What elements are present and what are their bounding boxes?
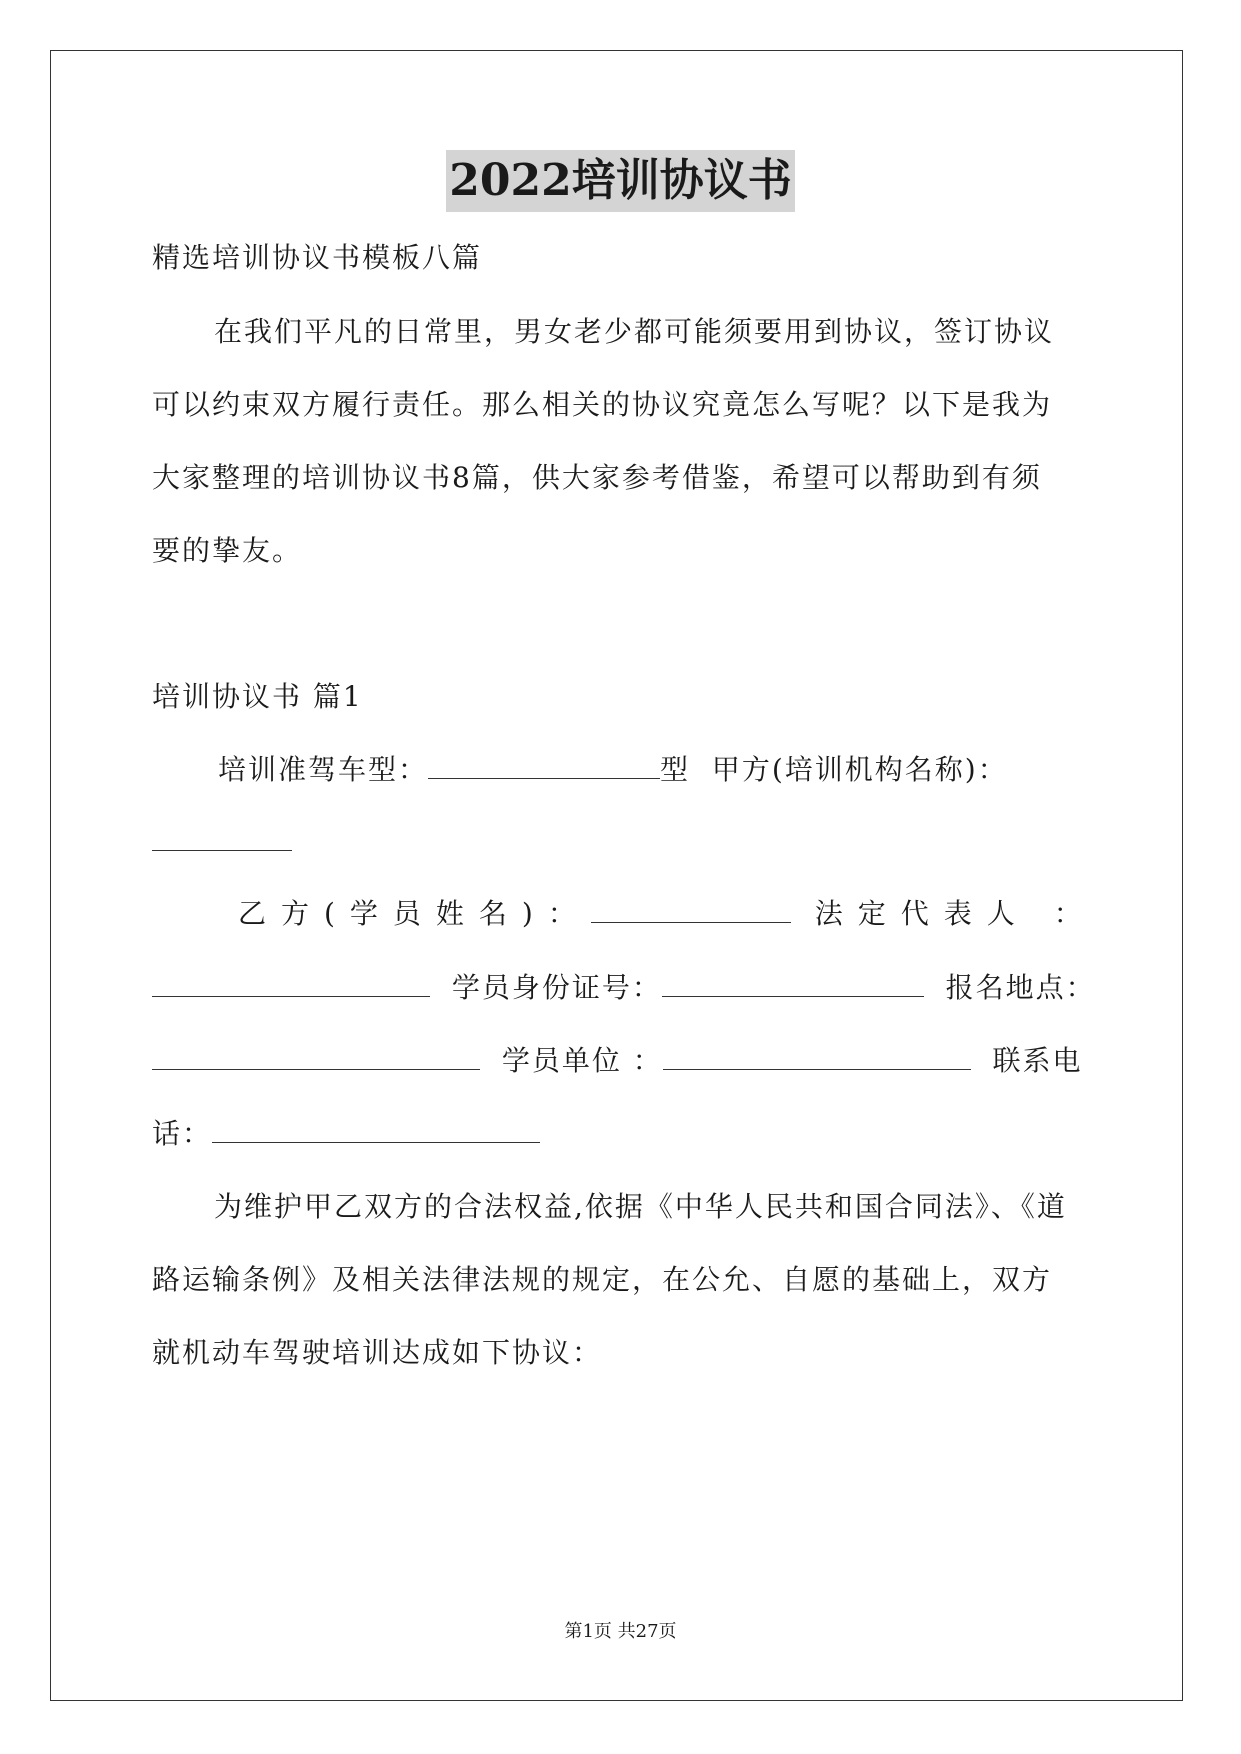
form-row-party-a-blank bbox=[152, 822, 1092, 862]
form-row-unit bbox=[152, 1041, 1092, 1081]
body-line-2: 路运输条例》及相关法律法规的规定，在公允、自愿的基础上，双方 bbox=[152, 1263, 1053, 1296]
unit-blank bbox=[663, 1041, 971, 1070]
legal-rep-colon: ： bbox=[1053, 897, 1097, 930]
form-row-id bbox=[152, 968, 1096, 1008]
page-footer: 第1页 共27页 bbox=[564, 1621, 677, 1642]
phone-blank bbox=[212, 1114, 540, 1143]
intro-line-1: 在我们平凡的日常里，男女老少都可能须要用到协议，签订协议 bbox=[214, 315, 1055, 348]
party-b-label: 乙方(学员姓名)： bbox=[238, 897, 591, 930]
id-label: 学员身份证号： bbox=[451, 971, 662, 1004]
intro-line-2: 可以约束双方履行责任。那么相关的协议究竟怎么写呢？以下是我为 bbox=[152, 388, 1053, 421]
body-line-1: 为维护甲乙双方的合法权益,依据《中华人民共和国合同法》、《道 bbox=[214, 1190, 1067, 1223]
form-row-party-b bbox=[238, 894, 1097, 934]
reg-place-label: 报名地点： bbox=[945, 971, 1096, 1004]
unit-label: 学员单位 ： bbox=[501, 1044, 663, 1077]
section-heading: 培训协议书 篇1 bbox=[152, 680, 363, 713]
phone-label-part1: 联系电 bbox=[992, 1044, 1083, 1077]
body-line-3: 就机动车驾驶培训达成如下协议： bbox=[152, 1336, 603, 1369]
intro-line-4: 要的挚友。 bbox=[152, 534, 303, 567]
legal-rep-blank bbox=[152, 968, 430, 997]
subtitle: 精选培训协议书模板八篇 bbox=[152, 241, 483, 274]
vehicle-type-blank bbox=[428, 750, 660, 779]
form-row-vehicle bbox=[218, 750, 1090, 790]
vehicle-type-suffix: 型 bbox=[660, 753, 691, 786]
legal-rep-label: 法定代表人 bbox=[814, 897, 1030, 930]
form-row-phone bbox=[152, 1114, 1092, 1154]
party-a-blank bbox=[152, 822, 292, 851]
page-border bbox=[50, 50, 1183, 1701]
intro-line-3: 大家整理的培训协议书8篇，供大家参考借鉴，希望可以帮助到有须 bbox=[152, 461, 1042, 494]
vehicle-type-label: 培训准驾车型： bbox=[218, 753, 429, 786]
reg-place-blank bbox=[152, 1041, 480, 1070]
phone-label-part2: 话： bbox=[152, 1117, 213, 1150]
party-b-blank bbox=[591, 894, 791, 923]
title-container bbox=[0, 150, 1241, 212]
party-a-label: 甲方(培训机构名称)： bbox=[711, 753, 1008, 786]
id-blank bbox=[662, 968, 924, 997]
document-title: 2022培训协议书 bbox=[446, 150, 794, 212]
